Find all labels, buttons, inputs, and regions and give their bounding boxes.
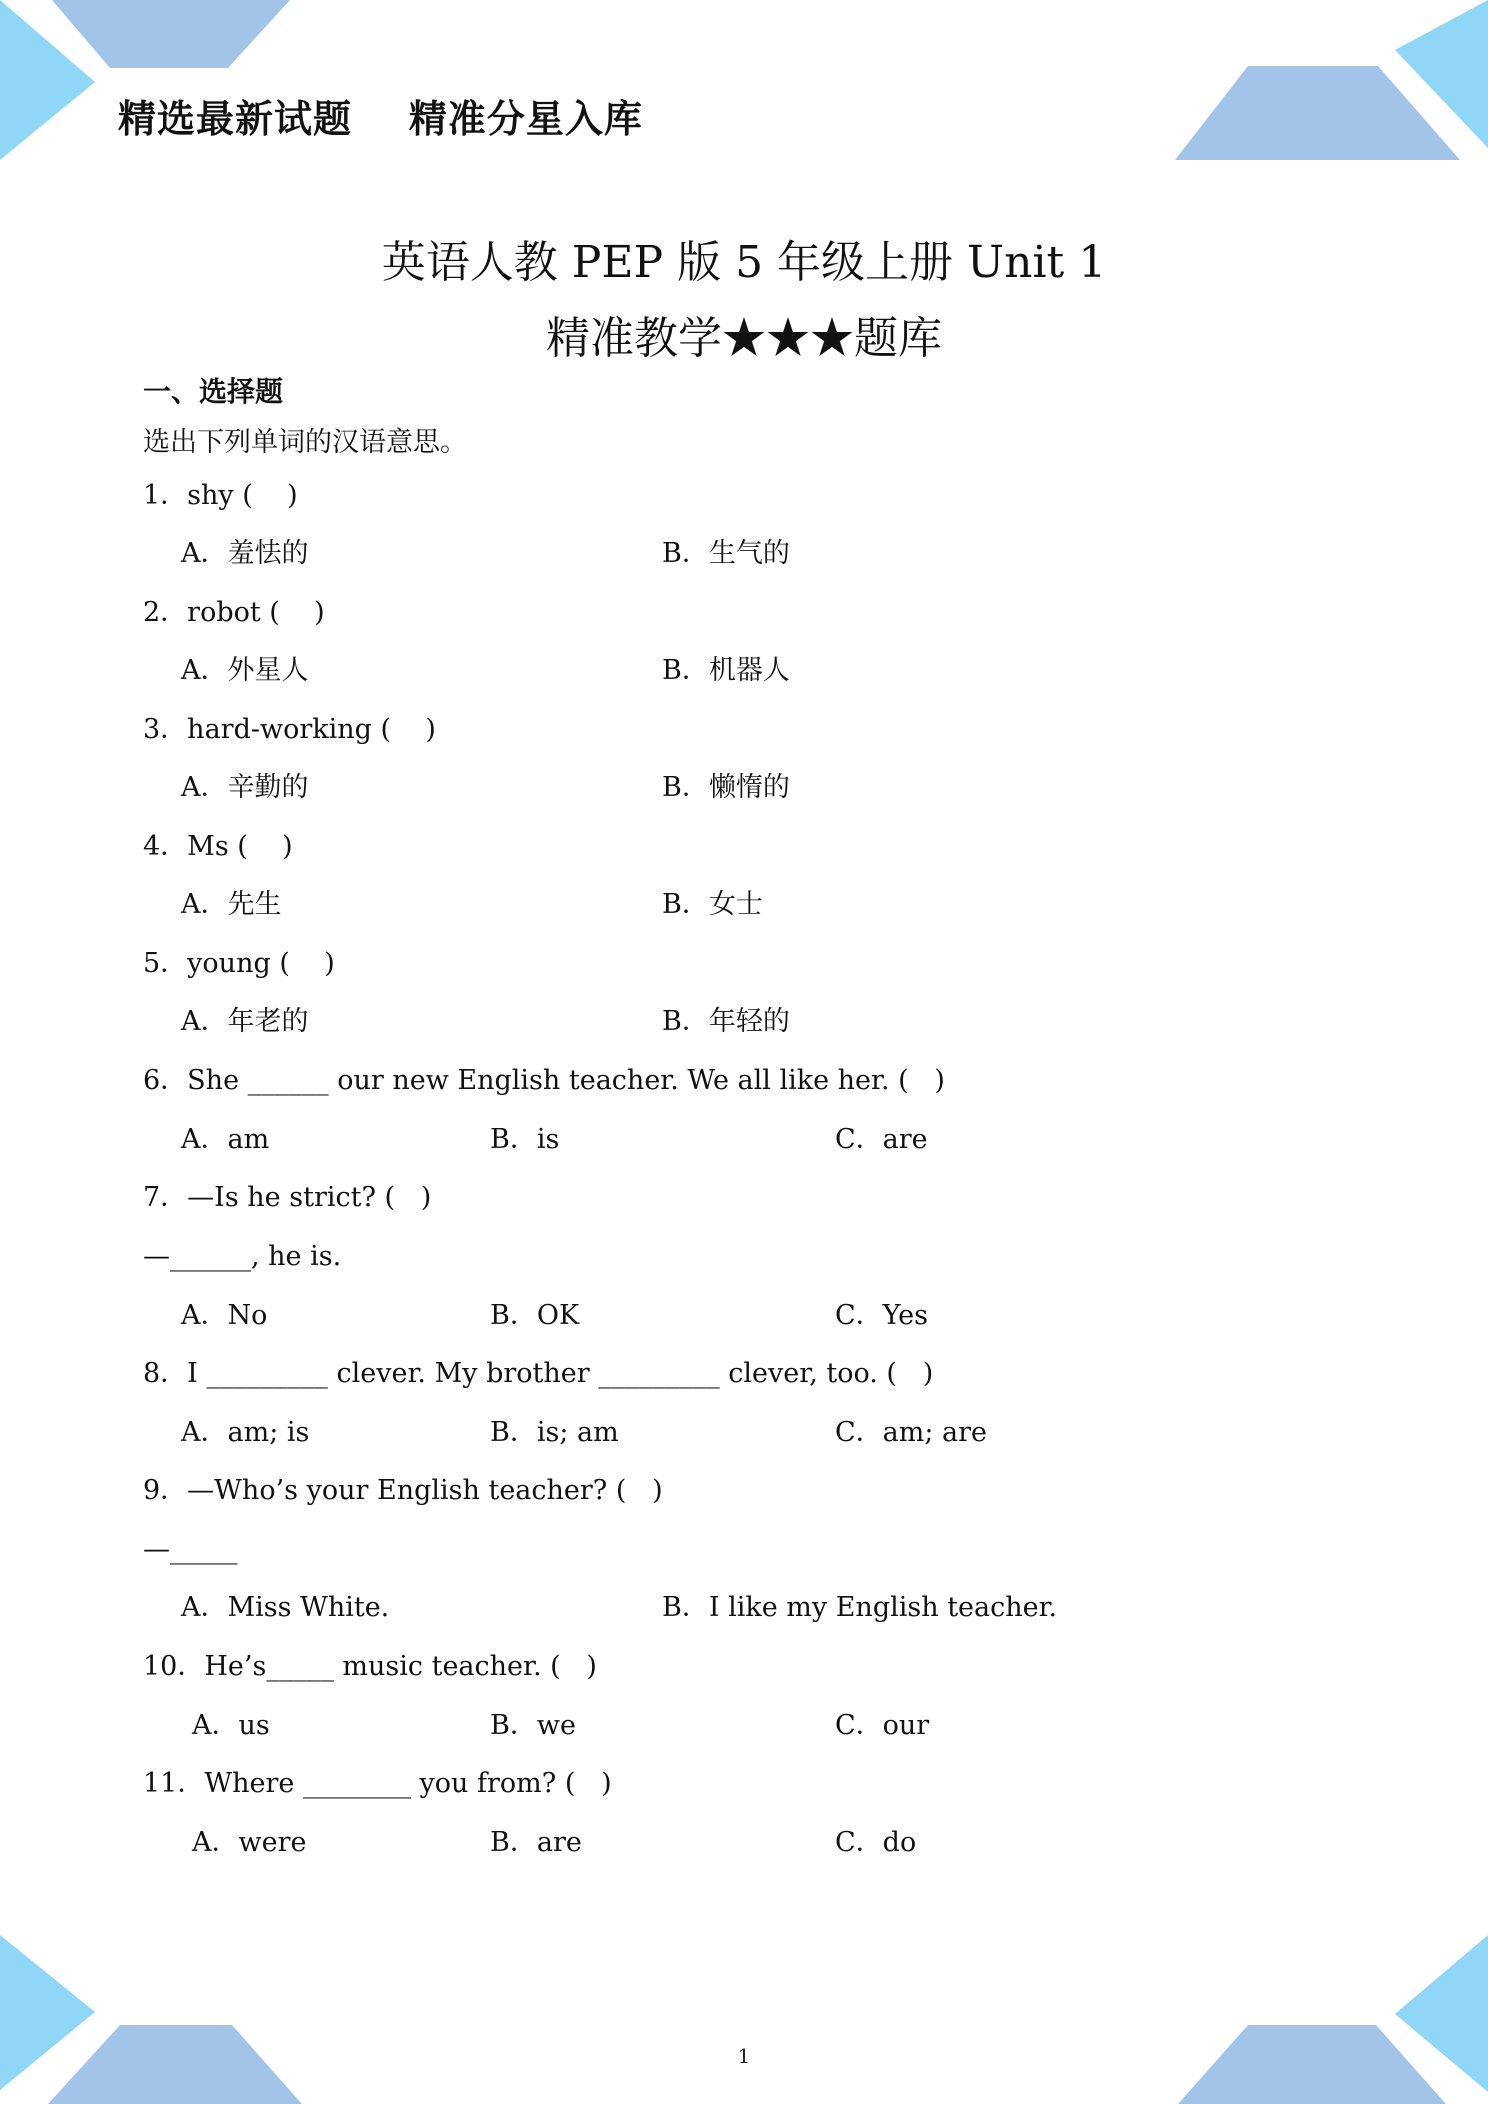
option-b: B．is; am	[490, 1417, 619, 1448]
page-subtitle: 精准教学★★★题库	[546, 313, 942, 364]
option-b: B．年轻的	[662, 1006, 790, 1037]
section-instruction: 选出下列单词的汉语意思。	[143, 427, 467, 458]
option-c: C．are	[835, 1124, 928, 1155]
question-stem: 9．—Who’s your English teacher? ( )	[143, 1475, 663, 1506]
question-stem: 2．robot ( )	[143, 597, 325, 628]
option-a: A．辛勤的	[181, 772, 309, 803]
question-stem: 8．I _________ clever. My brother _________ clever, too. ( )	[143, 1358, 934, 1389]
top-right-trapezoid	[1175, 66, 1460, 160]
question-stem: 10．He’s_____ music teacher. ( )	[143, 1651, 597, 1682]
section-heading: 一、选择题	[143, 375, 284, 408]
question-stem-answer: —______, he is.	[143, 1241, 342, 1272]
option-b: B．机器人	[662, 655, 790, 686]
question-stem: 3．hard-working ( )	[143, 714, 436, 745]
option-a: A．羞怯的	[181, 538, 309, 569]
option-a: A．No	[181, 1300, 268, 1331]
page-number: 1	[737, 2044, 751, 2068]
option-a: A．先生	[181, 889, 282, 920]
option-c: C．do	[835, 1827, 917, 1858]
option-b: B．I like my English teacher.	[662, 1592, 1058, 1623]
option-b: B．懒惰的	[662, 772, 790, 803]
top-left-triangle	[0, 0, 95, 160]
option-a: A．年老的	[181, 1006, 309, 1037]
option-c: C．Yes	[835, 1300, 928, 1331]
question-stem-answer: —_____	[143, 1534, 238, 1565]
option-a: A．us	[192, 1710, 270, 1741]
option-c: C．our	[835, 1710, 930, 1741]
option-c: C．am; are	[835, 1417, 988, 1448]
option-b: B．OK	[490, 1300, 580, 1331]
option-b: B．is	[490, 1124, 560, 1155]
option-a: A．Miss White.	[181, 1592, 390, 1623]
header-slogan: 精选最新试题 精准分星入库	[118, 97, 643, 141]
option-a: A．were	[192, 1827, 307, 1858]
option-b: B．we	[490, 1710, 576, 1741]
option-a: A．am	[181, 1124, 270, 1155]
question-stem: 6．She ______ our new English teacher. We all like her. ( )	[143, 1065, 945, 1096]
question-stem: 4．Ms ( )	[143, 831, 293, 862]
option-a: A．外星人	[181, 655, 309, 686]
question-stem: 11．Where ________ you from? ( )	[143, 1768, 612, 1799]
question-stem: 1．shy ( )	[143, 480, 298, 511]
page-title: 英语人教 PEP 版 5 年级上册 Unit 1	[381, 237, 1107, 288]
option-b: B．生气的	[662, 538, 790, 569]
option-a: A．am; is	[181, 1417, 310, 1448]
bottom-right-triangle	[1395, 1935, 1488, 2092]
question-stem: 7．—Is he strict? ( )	[143, 1182, 432, 1213]
question-stem: 5．young ( )	[143, 948, 335, 979]
top-left-trapezoid	[52, 0, 290, 68]
option-b: B．are	[490, 1827, 582, 1858]
top-right-triangle	[1395, 0, 1488, 148]
option-b: B．女士	[662, 889, 763, 920]
